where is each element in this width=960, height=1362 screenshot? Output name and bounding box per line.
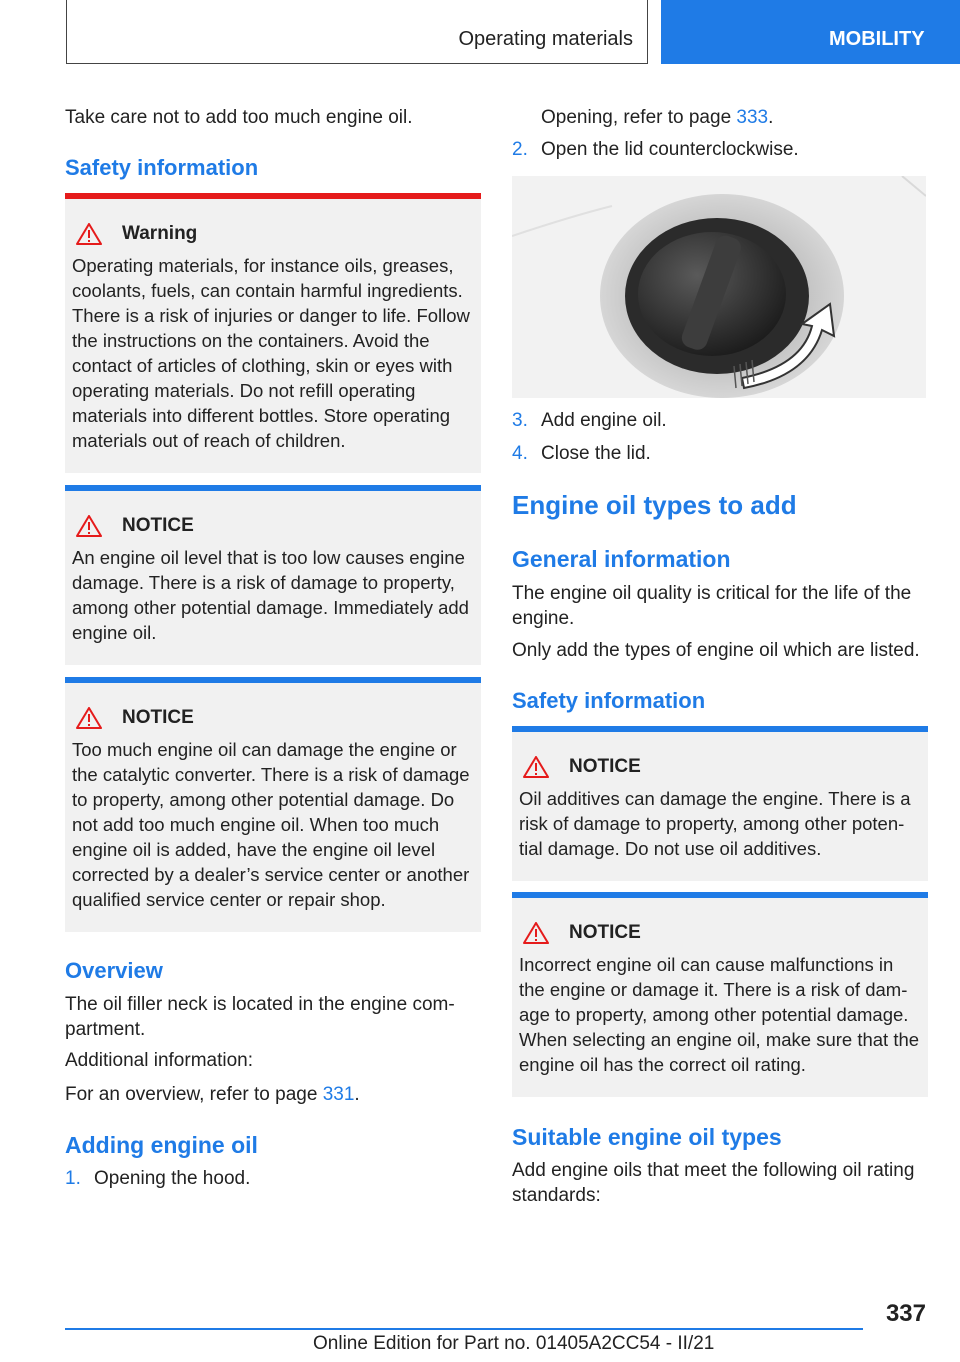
header-frame	[66, 0, 648, 64]
step-number: 3.	[512, 410, 528, 431]
oil-cap-drawing	[512, 176, 926, 398]
overview-page-link[interactable]: 331	[322, 1084, 355, 1105]
step-text: Add engine oil.	[541, 410, 667, 431]
notice-warning-icon	[76, 707, 102, 729]
oil-filler-cap-illustration	[512, 176, 926, 398]
step-4	[512, 441, 651, 466]
safety-heading-right: Safety information	[512, 688, 706, 713]
notice-title-row-3	[519, 754, 920, 780]
step-1-cont-end: .	[768, 107, 774, 128]
step-2	[512, 137, 799, 162]
warning-box	[65, 193, 481, 473]
step-3	[512, 408, 667, 433]
overview-ref-text: For an overview, refer to page	[65, 1084, 323, 1105]
footer-rule	[65, 1328, 863, 1330]
general-info-text-1: The engine oil quality is critical for the life of the engine.	[512, 583, 912, 629]
notice-title-1: NOTICE	[122, 515, 194, 536]
step-1-cont-text: Opening, refer to page	[541, 107, 737, 128]
notice-title-row-4	[519, 920, 920, 946]
step-text: Opening the hood.	[94, 1168, 251, 1189]
overview-reference	[65, 1082, 360, 1107]
page-number: 337	[885, 1300, 926, 1327]
notice-title-2: NOTICE	[122, 707, 194, 728]
step-number: 1.	[65, 1168, 81, 1189]
notice-box-4	[512, 892, 928, 1097]
header-section-title: Operating materials	[458, 28, 633, 50]
notice-warning-icon	[523, 756, 549, 778]
warning-title-row	[72, 221, 473, 247]
notice-title-row-2	[72, 705, 473, 731]
step-1-continued	[541, 105, 773, 130]
footer-edition: Online Edition for Part no. 01405A2CC54 - II/21	[313, 1333, 715, 1354]
step-number: 2.	[512, 139, 528, 160]
notice-body-1: An engine oil level that is too low causes engine damage. There is a risk of damage to property, among other potential damage. Immediately add engine oil.	[72, 547, 469, 643]
oil-types-heading: Engine oil types to add	[512, 490, 797, 520]
notice-title-4: NOTICE	[569, 922, 641, 943]
warning-body: Operating materials, for instance oils, greases, coolants, fuels, can contain harmful ingredients. There is a risk of injuries or danger to life. Follow the instructions on the containers. Avoid the contact of articles of clothing, skin or eyes with operating materials. Do not refill operating materials into different bottles. Store operating materials out of reach of children.	[72, 255, 470, 451]
step-number: 4.	[512, 443, 528, 464]
notice-box-2	[65, 677, 481, 932]
suitable-oil-heading: Suitable engine oil types	[512, 1124, 782, 1150]
notice-box-1	[65, 485, 481, 665]
general-info-heading: General information	[512, 546, 731, 572]
intro-text: Take care not to add too much engine oil.	[65, 107, 413, 128]
overview-text: The oil filler neck is located in the engine compartment.	[65, 994, 455, 1040]
step-text: Close the lid.	[541, 443, 651, 464]
step-text: Open the lid counterclockwise.	[541, 139, 799, 160]
notice-warning-icon	[76, 515, 102, 537]
hood-page-link[interactable]: 333	[736, 107, 769, 128]
notice-title-3: NOTICE	[569, 756, 641, 777]
notice-body-4: Incorrect engine oil can cause malfunctions in the engine or damage it. There is a risk of damage to property, among other potential damage. When selecting an engine oil, make sure that the engine oil has the correct oil rating.	[519, 954, 920, 1075]
warning-title: Warning	[122, 223, 198, 244]
notice-body-2: Too much engine oil can damage the engine or the catalytic converter. There is a risk of damage to property, among other potential damage. Do not add too much engine oil. When too much engine oil is added, have the engine oil level corrected by a dealer’s service center or another qualified service center or repair shop.	[72, 739, 470, 910]
safety-heading-left: Safety information	[65, 155, 259, 180]
overview-heading: Overview	[65, 958, 163, 983]
warning-icon	[76, 223, 102, 245]
step-1	[65, 1166, 250, 1191]
additional-info-label: Additional information:	[65, 1050, 253, 1071]
suitable-oil-text: Add engine oils that meet the following oil rating standards:	[512, 1160, 915, 1206]
header-chapter-tab: MOBILITY	[661, 0, 960, 64]
notice-warning-icon	[523, 922, 549, 944]
notice-body-3: Oil additives can damage the engine. There is a risk of damage to property, among other potential damage. Do not use oil additives.	[519, 788, 911, 859]
general-info-text-2: Only add the types of engine oil which are listed.	[512, 640, 920, 661]
adding-oil-heading: Adding engine oil	[65, 1132, 258, 1158]
notice-box-3	[512, 726, 928, 881]
notice-title-row-1	[72, 513, 473, 539]
overview-ref-end: .	[354, 1084, 360, 1105]
